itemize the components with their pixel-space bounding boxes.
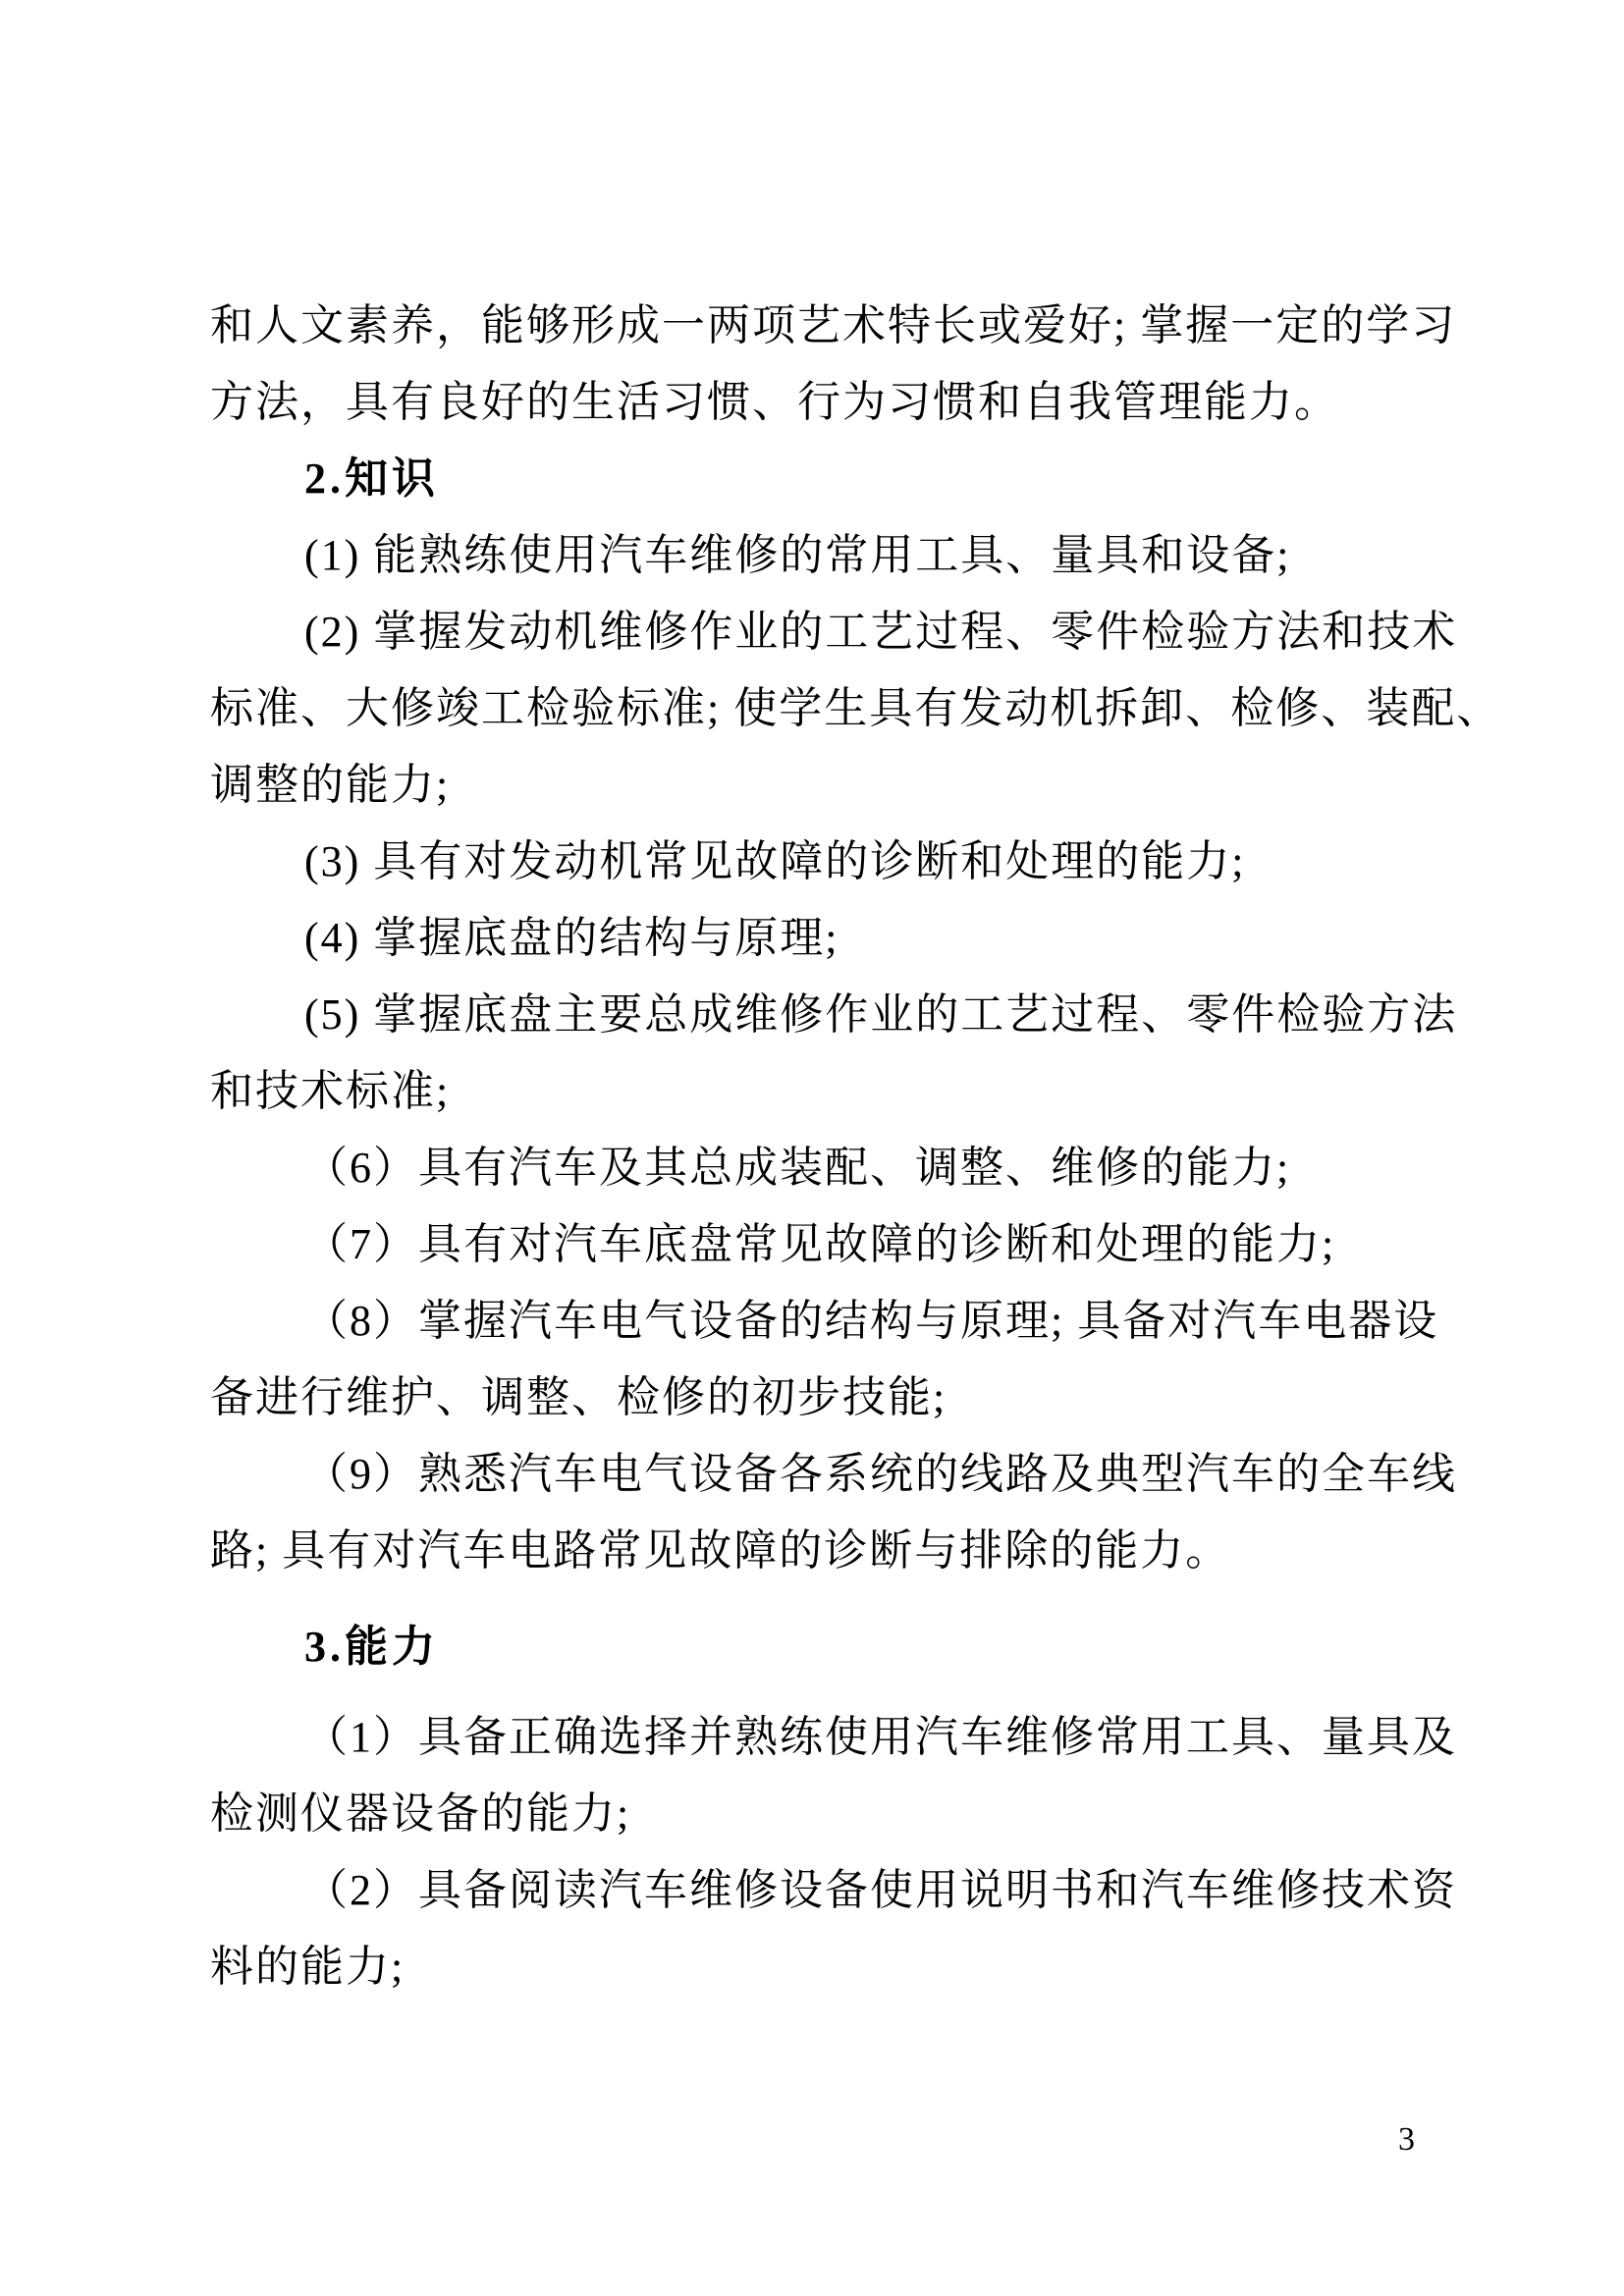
knowledge-item-1: (1) 能熟练使用汽车维修的常用工具、量具和设备; bbox=[304, 531, 1291, 579]
ability-item-2-line-2: 料的能力; bbox=[210, 1943, 406, 1991]
page-number: 3 bbox=[1398, 2121, 1415, 2158]
knowledge-item-2-line-3: 调整的能力; bbox=[210, 761, 451, 809]
ability-item-1-line-1: （1）具备正确选择并熟练使用汽车维修常用工具、量具及 bbox=[304, 1713, 1457, 1761]
knowledge-item-2-line-1: (2) 掌握发动机维修作业的工艺过程、零件检验方法和技术 bbox=[304, 608, 1458, 656]
section-heading-ability: 3.能力 bbox=[304, 1623, 439, 1671]
text-line-continuation-2: 方法，具有良好的生活习惯、行为习惯和自我管理能力。 bbox=[210, 378, 1339, 426]
knowledge-item-4: (4) 掌握底盘的结构与原理; bbox=[304, 914, 839, 962]
knowledge-item-2-line-2: 标准、大修竣工检验标准; 使学生具有发动机拆卸、检修、装配、 bbox=[210, 684, 1502, 732]
knowledge-item-3: (3) 具有对发动机常见故障的诊断和处理的能力; bbox=[304, 837, 1246, 885]
section-heading-knowledge: 2.知识 bbox=[304, 454, 439, 503]
knowledge-item-5-line-1: (5) 掌握底盘主要总成维修作业的工艺过程、零件检验方法 bbox=[304, 990, 1458, 1039]
knowledge-item-8-line-1: （8）掌握汽车电气设备的结构与原理; 具备对汽车电器设 bbox=[304, 1297, 1439, 1345]
knowledge-item-8-line-2: 备进行维护、调整、检修的初步技能; bbox=[210, 1373, 947, 1421]
ability-item-2-line-1: （2）具备阅读汽车维修设备使用说明书和汽车维修技术资 bbox=[304, 1866, 1457, 1914]
knowledge-item-7: （7）具有对汽车底盘常见故障的诊断和处理的能力; bbox=[304, 1220, 1336, 1268]
knowledge-item-9-line-1: （9）熟悉汽车电气设备各系统的线路及典型汽车的全车线 bbox=[304, 1450, 1457, 1498]
knowledge-item-5-line-2: 和技术标准; bbox=[210, 1067, 451, 1115]
ability-item-1-line-2: 检测仪器设备的能力; bbox=[210, 1789, 631, 1838]
knowledge-item-6: （6）具有汽车及其总成装配、调整、维修的能力; bbox=[304, 1144, 1291, 1192]
page-body bbox=[210, 288, 1502, 2005]
knowledge-item-9-line-2: 路; 具有对汽车电路常见故障的诊断与排除的能力。 bbox=[210, 1526, 1231, 1575]
text-line-continuation-1: 和人文素养，能够形成一两项艺术特长或爱好; 掌握一定的学习 bbox=[210, 301, 1457, 349]
